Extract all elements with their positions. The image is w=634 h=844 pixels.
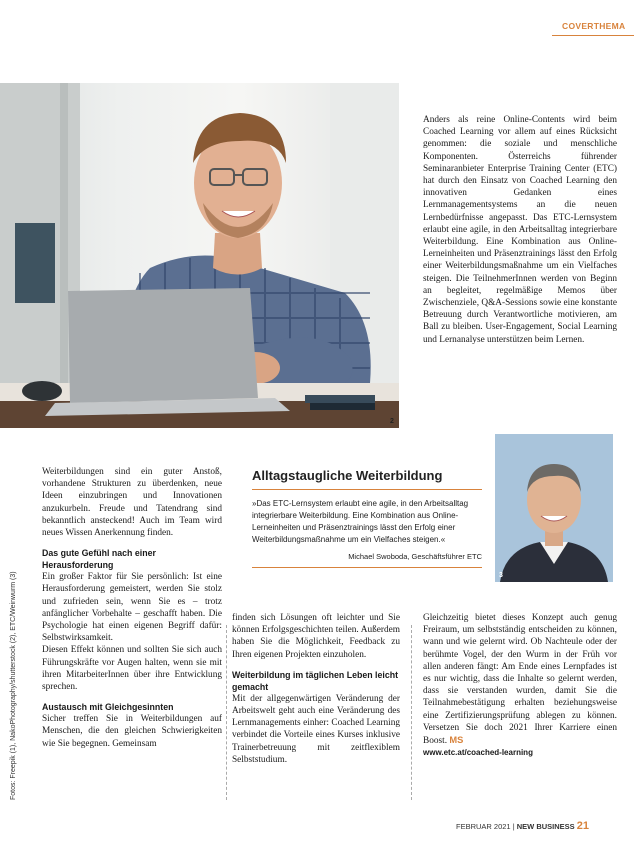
column-divider [411, 625, 412, 800]
photo-credit [10, 540, 24, 800]
footer-brand: NEW BUSINESS [516, 822, 575, 831]
photo-man-laptop [0, 83, 399, 428]
col2-paragraph: Mit der allgegenwärtigen Veränderung der Arbeitswelt geht auch eine Veränderung des Lernmanagements einher: Coached Learning verbindet die Vorteile eines Kurses inklusive Trainerbetreuung mit zeitflexiblem Selbststudium. [232, 693, 400, 765]
column-1 [42, 466, 222, 750]
column-divider [226, 625, 227, 800]
footer-date: FEBRUAR 2021 [456, 822, 511, 831]
portrait-illustration [495, 434, 613, 582]
quote-text: »Das ETC-Lernsystem erlaubt eine agile, in den Arbeitsalltag integrierbare Weiterbildung. Eine Kombination aus Online-Lerneinheiten und Präsenztrainings lässt den Erfolg einer Weiterbildungsmaßnahme um ein Vielfaches steigen.« [252, 499, 469, 544]
column-2 [232, 612, 400, 766]
column-3 [423, 612, 617, 759]
col3-paragraph [423, 612, 617, 747]
col3-text: Gleichzeitig bietet dieses Konzept auch genug Freiraum, um selbstständig entscheiden zu können, wann und wie gelernt wird. Ob Nachteule oder der berühmte Vogel, der den Wurm in der Früh vor allen anderen fängt: Am Ende eines Lernpfades ist es nur wichtig, dass die Inhalte so gelernt werden, dass sie verstanden wurden, damit Sie die Teilnahmebestätigung erhalten beziehungsweise eine Zertifizierungsprüfung ablegen zu können. Versetzen Sie doch 2021 Ihrer Karriere einen Boost. [423, 613, 617, 747]
section-label: COVERTHEMA [562, 21, 626, 31]
photo-credit-text: Fotos: Freepik (1), NakoPhotography/shutterstock (2), ETC/Weinwurm (3) [10, 571, 17, 800]
photo-portrait [495, 434, 613, 582]
photo-number: 3 [499, 572, 503, 579]
intro-text-column [423, 114, 617, 346]
photo-number: 2 [390, 418, 394, 425]
quote-author: Michael Swoboda, Geschäftsführer ETC [252, 552, 482, 568]
col1-paragraph: Ein großer Faktor für Sie persönlich: Ist eine Herausforderung gemeistert, werden Sie stolz und zufrieden sein, wenn Sie es – trotz anfänglicher Vorbehalte – geschafft haben. Die Psychologie hat einen eigenen Begriff dafür: Selbstwirksamkeit. [42, 572, 222, 644]
footer-separator: | [512, 822, 515, 831]
col1-paragraph: Diesen Effekt können und sollten Sie sich auch Führungskräfte vor Augen halten, wenn sie mit ihren MitarbeiterInnen über ihre Entwicklung sprechen. [42, 645, 222, 693]
page-footer [456, 820, 589, 832]
col1-heading: Das gute Gefühl nach einer Herausforderung [42, 548, 156, 571]
author-signature: MS [449, 735, 464, 746]
intro-paragraph: Anders als reine Online-Contents wird beim Coached Learning vor allem auf eines Rücksicht genommen: die soziale und menschliche Komponenten. Österreichs führender Seminaranbieter Enterprise Training Center (ETC) hat durch den Einsatz von Coached Learning den innovativen Gedanken eines Lernmanagementsystems an die neuen Lernbedürfnisse angepasst. Das ETC-Lernsystem erlaubt eine agile, in den Arbeitsalltag integrierbare Weiterbildung. Eine Kombination aus Online-Lerneinheiten und Präsenztrainings lässt den Erfolg einer Weiterbildungsmaßnahme um ein Vielfaches steigen. Die TeilnehmerInnen werden von Beginn an begleitet, regelmäßige Memos über Zwischenziele, Q&A-Sessions sowie eine konstante Betreuung durch Verantwortliche motivieren, am Ball zu bleiben. User-Engagement, Social Learning und Lernanalyse unterstützen beim Lernen. [423, 115, 617, 345]
col1-paragraph: Sicher treffen Sie in Weiterbildungen auf Menschen, die den gleichen Schwierigkeiten wie Sie begegnen. Gemeinsam [42, 714, 222, 749]
website-link[interactable]: www.etc.at/coached-learning [423, 748, 533, 758]
quote-box [252, 468, 482, 568]
man-laptop-illustration [0, 83, 399, 428]
page-number: 21 [576, 820, 590, 832]
col2-paragraph: finden sich Lösungen oft leichter und Sie können Erfolgsgeschichten teilen. Außerdem haben Sie die Möglichkeit, Feedback zu Ihren eigenen Projekten einzuholen. [232, 613, 400, 660]
quote-title: Alltagstaugliche Weiterbildung [252, 468, 482, 490]
col2-heading: Weiterbildung im täglichen Leben leicht gemacht [232, 669, 399, 692]
col1-heading: Austausch mit Gleichgesinnten [42, 702, 174, 713]
section-rule [552, 35, 634, 36]
col1-paragraph: Weiterbildungen sind ein guter Anstoß, vorhandene Strukturen zu überdenken, neue Ideen einzubringen und Innovationen anzukurbeln. Freude und Tatendrang sind bekanntlich ansteckend! Auch im Team wird neues Wissen Anerkennung finden. [42, 467, 222, 539]
